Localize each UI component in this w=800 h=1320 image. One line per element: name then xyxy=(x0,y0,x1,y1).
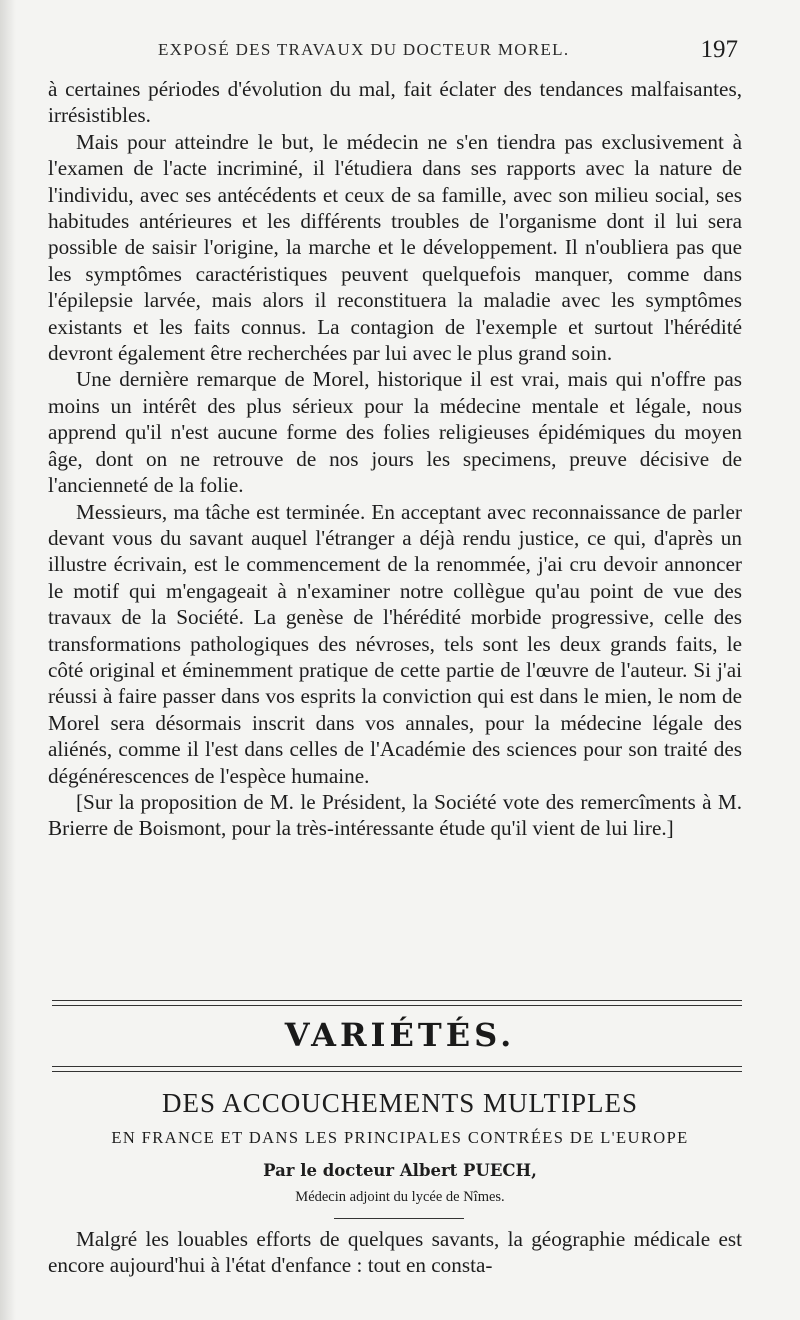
article-title: DES ACCOUCHEMENTS MULTIPLES xyxy=(161,1088,639,1118)
article-divider xyxy=(334,1218,464,1219)
article-subtitle: EN FRANCE ET DANS LES PRINCIPALES CONTRÉES DE L'EUROPE xyxy=(111,1128,689,1147)
paragraph: Malgré les louables efforts de quelques savants, la géographie médicale est encore aujourd'hui à l'état d'enfance : tout en consta- xyxy=(48,1227,742,1278)
paragraph: Messieurs, ma tâche est terminée. En acceptant avec reconnaissance de parler devant vous du savant auquel l'étranger a déjà rendu justice, ce qui, d'après un illustre écrivain, est le commencement de la renommée, j'ai cru devoir annoncer le motif qui m'engageait à n'examiner notre collègue qu'au point de vue des travaux de la Société. La genèse de l'hérédité morbide progressive, celle des transformations pathologiques des névroses, tels sont les deux grands faits, le côté original et éminemment pratique de cette partie de l'œuvre de l'auteur. Si j'ai réussi à faire passer dans vos esprits la conviction qui est dans le mien, le nom de Morel sera désormais inscrit dans vos annales, pour la médecine légale des aliénés, comme il l'est dans celles de l'Académie des sciences pour son traité des dégénérescences de l'espèce humaine. xyxy=(48,499,742,788)
article-affiliation: Médecin adjoint du lycée de Nîmes. xyxy=(295,1189,505,1205)
page-edge-shadow xyxy=(0,0,16,1320)
article-author: Par le docteur Albert PUECH, xyxy=(263,1161,537,1180)
running-head: EXPOSÉ DES TRAVAUX DU DOCTEUR MOREL. xyxy=(158,40,570,59)
section-title: VARIÉTÉS. xyxy=(284,1016,516,1054)
page-number: 197 xyxy=(700,36,738,63)
paragraph-continuation: à certaines périodes d'évolution du mal, fait éclater des tendances malfaisantes, irrésistibles. xyxy=(48,77,742,128)
page-header xyxy=(48,36,742,70)
paragraph: Mais pour atteindre le but, le médecin ne s'en tiendra pas exclusivement à l'examen de l'acte incriminé, il l'étudiera dans ses rapports avec la nature de l'individu, avec ses antécédents et ceux de sa famille, avec son milieu social, ses habitudes antérieures et les différents troubles de l'organisme dont il lui sera possible de saisir l'origine, la marche et le développement. Il n'oubliera pas que les symptômes caractéristiques peuvent quelquefois manquer, comme dans l'épilepsie larvée, mais alors il reconstituera la maladie avec les symptômes existants et les faits connus. La contagion de l'exemple et surtout l'hérédité devront également être recherchées par lui avec le plus grand soin. xyxy=(48,129,742,366)
article-body xyxy=(48,1226,742,1279)
paragraph: Une dernière remarque de Morel, historique il est vrai, mais qui n'offre pas moins un intérêt des plus sérieux pour la médecine mentale et légale, nous apprend qu'il n'est aucune forme des folies religieuses épidémiques du moyen âge, dont on ne retrouve de nos jours les specimens, preuve décisive de l'ancienneté de la folie. xyxy=(48,367,742,498)
paragraph-bracketed-note: [Sur la proposition de M. le Président, la Société vote des remercîments à M. Brierre de Boismont, pour la très-intéressante étude qu'il vient de lui lire.] xyxy=(48,789,742,841)
section-rule-top xyxy=(52,1000,742,1006)
section-rule-bottom xyxy=(52,1066,742,1072)
body-text xyxy=(48,76,742,842)
